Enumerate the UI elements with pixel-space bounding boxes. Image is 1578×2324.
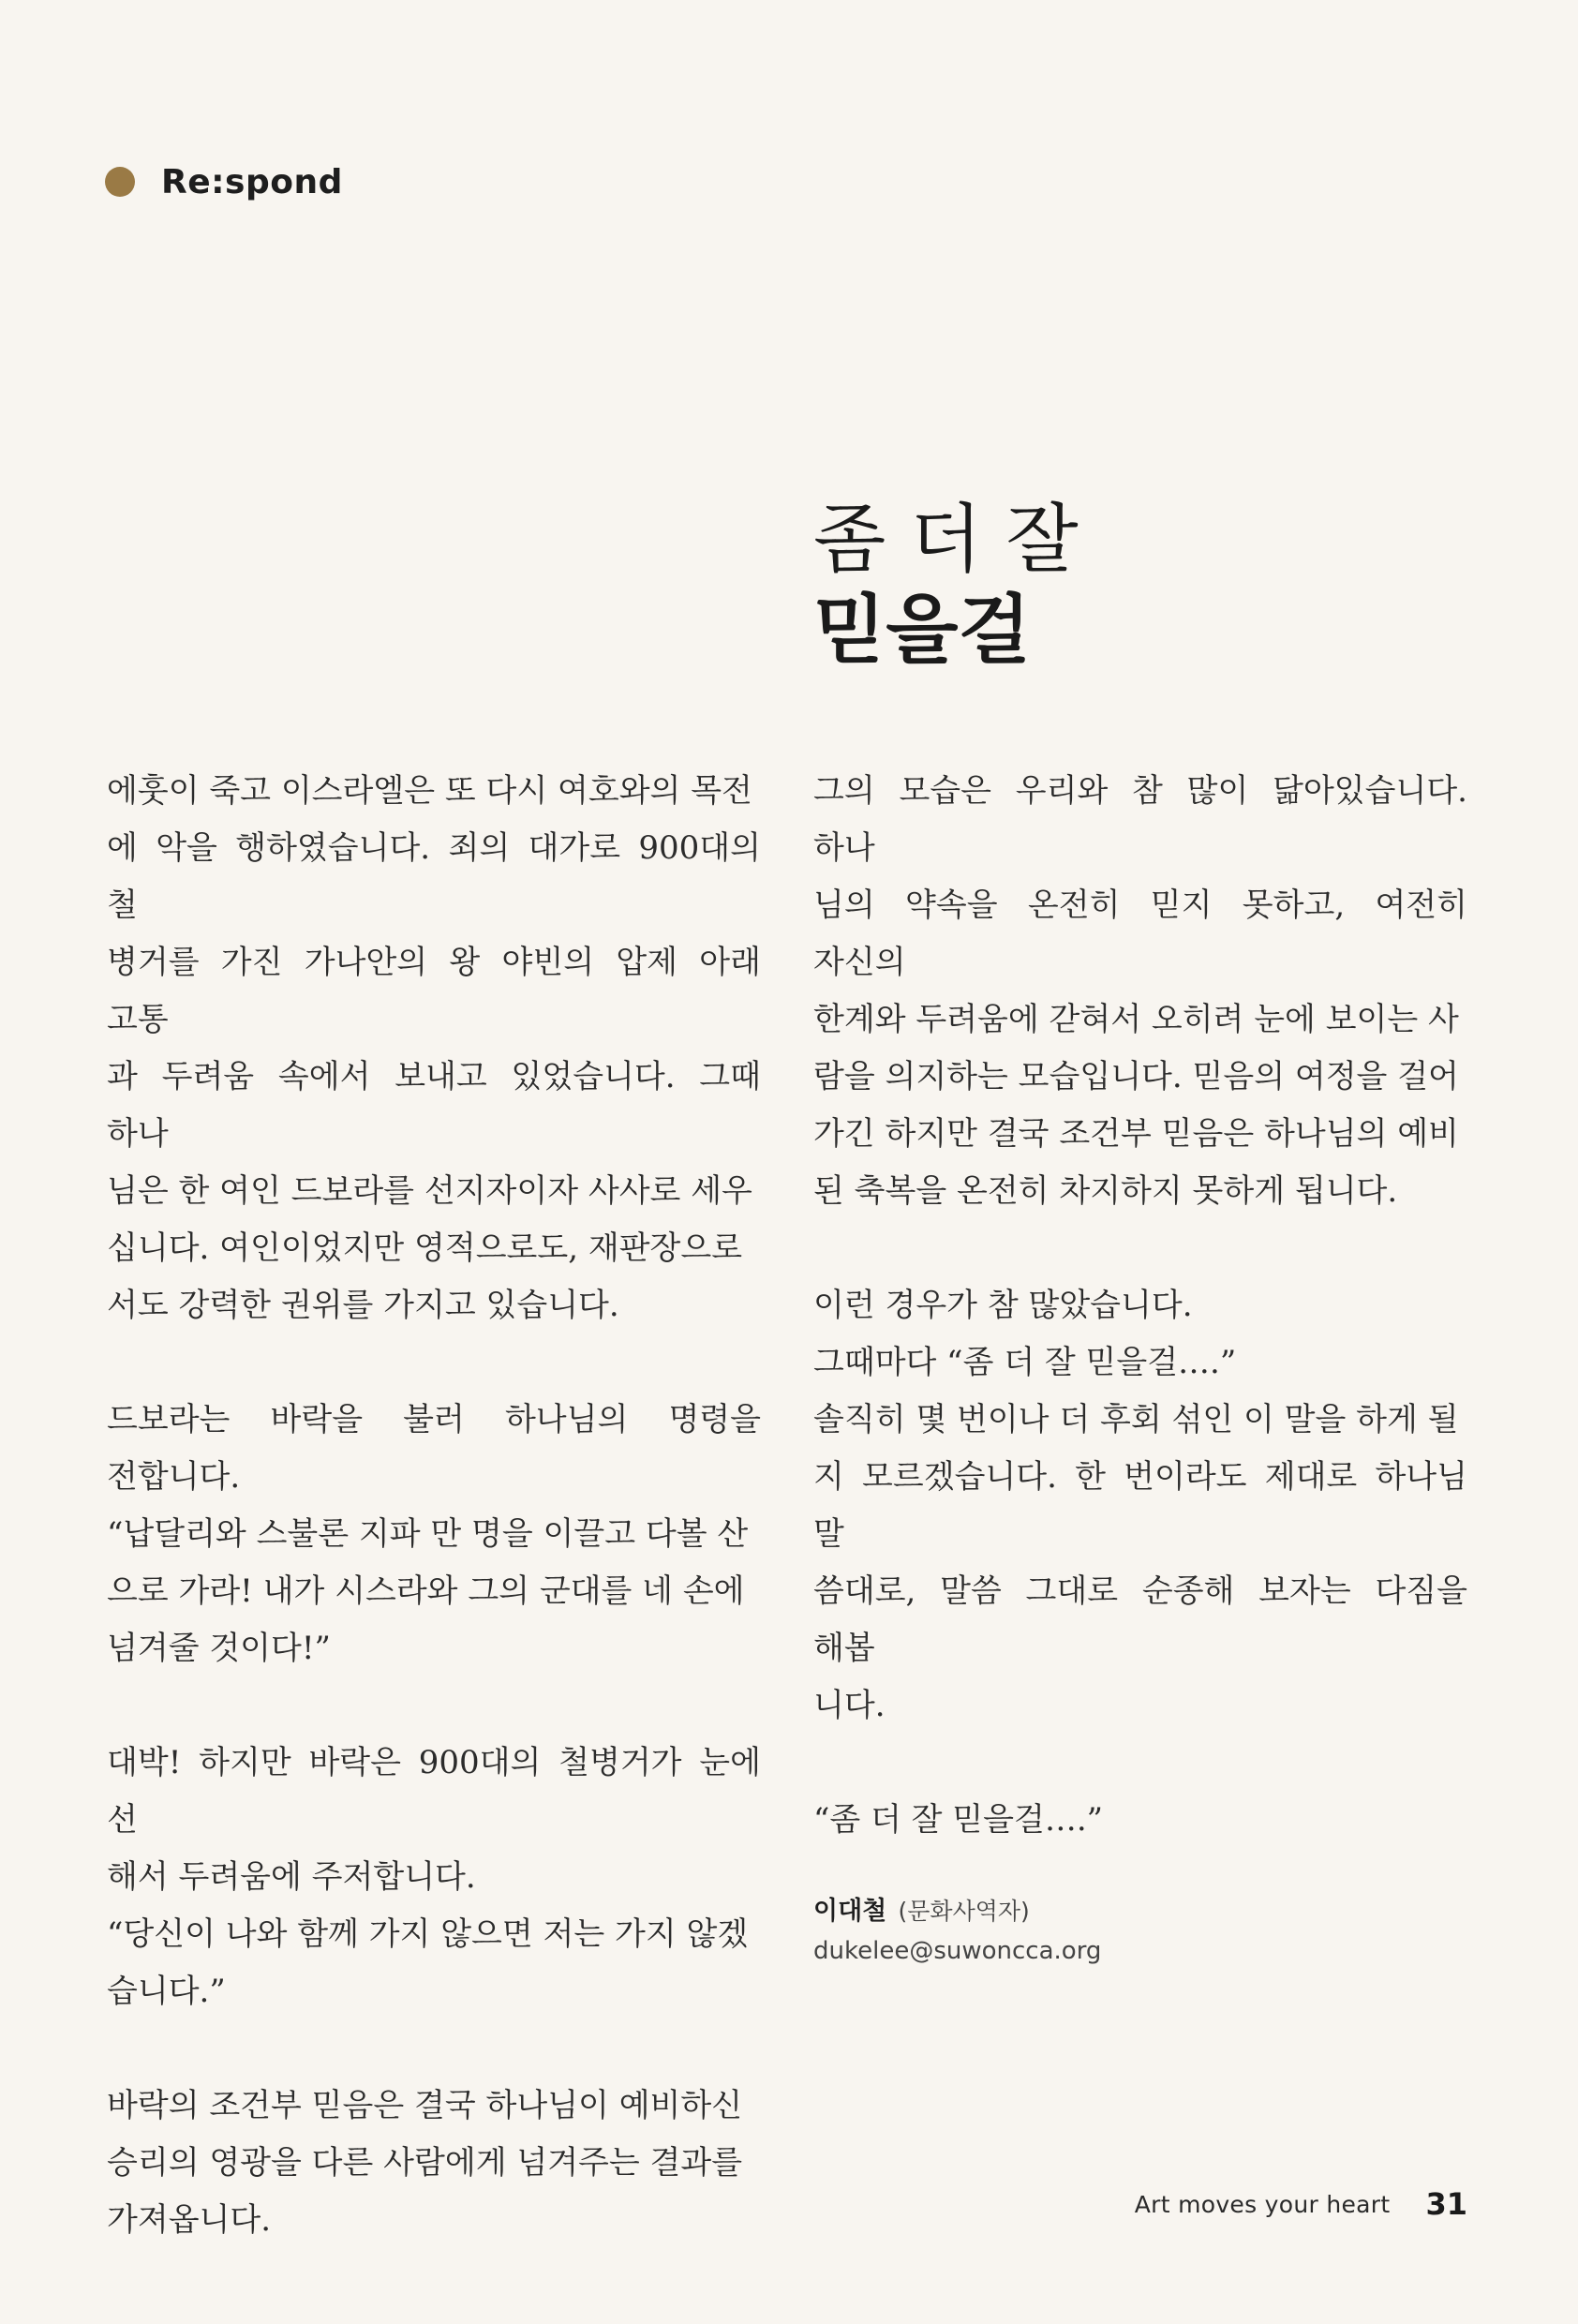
title-line-1: 좀 더 잘 (813, 496, 1079, 583)
page-number: 31 (1425, 2186, 1467, 2222)
paragraph (813, 763, 1467, 1220)
text-line: 대박! 하지만 바락은 900대의 철병거가 눈에 선 (107, 1744, 761, 1839)
text-line: 그때마다 “좀 더 잘 믿을걸….” (813, 1344, 1237, 1381)
text-line: 바락의 조건부 믿음은 결국 하나님이 예비하신 (107, 2087, 743, 2124)
text-line: 니다. (813, 1687, 886, 1724)
text-line: 가긴 하지만 결국 조건부 믿음은 하나님의 예비 (813, 1115, 1459, 1153)
text-line: 람을 의지하는 모습입니다. 믿음의 여정을 걸어 (813, 1058, 1459, 1095)
closing-quote (813, 1792, 1467, 1849)
left-column (107, 763, 761, 2306)
text-line: 병거를 가진 가나안의 왕 야빈의 압제 아래 고통 (107, 944, 761, 1038)
text-line: 습니다.” (107, 1973, 226, 2010)
paragraph (107, 1735, 761, 2020)
text-line: 그의 모습은 우리와 참 많이 닮아있습니다. 하나 (813, 772, 1467, 867)
text-line: 지 모르겠습니다. 한 번이라도 제대로 하나님 말 (813, 1458, 1467, 1553)
text-line: 으로 가라! 내가 시스라와 그의 군대를 네 손에 (107, 1572, 745, 1610)
text-line: 님은 한 여인 드보라를 선지자이자 사사로 세우 (107, 1172, 752, 1210)
section-label: Re:spond (161, 162, 343, 201)
footer-slogan: Art moves your heart (1134, 2190, 1391, 2218)
text-line: “당신이 나와 함께 가지 않으면 저는 가지 않겠 (107, 1915, 749, 1953)
page-footer (1135, 2178, 1467, 2230)
author-email: dukelee@suwoncca.org (813, 1937, 1102, 1965)
article-title (813, 495, 1469, 675)
paragraph (107, 763, 761, 1334)
text-line: 드보라는 바락을 불러 하나님의 명령을 전합니다. (107, 1401, 761, 1496)
text-line: 한계와 두려움에 갇혀서 오히려 눈에 보이는 사 (813, 1001, 1459, 1038)
text-line: 가져옵니다. (107, 2201, 272, 2239)
paragraph (107, 1392, 761, 1677)
text-line: 십니다. 여인이었지만 영적으로도, 재판장으로 (107, 1229, 743, 1267)
section-bullet-icon (105, 167, 135, 197)
text-line: 님의 약속을 온전히 믿지 못하고, 여전히 자신의 (813, 886, 1467, 981)
text-line: 솔직히 몇 번이나 더 후회 섞인 이 말을 하게 될 (813, 1401, 1459, 1438)
text-line: 넘겨줄 것이다!” (107, 1630, 331, 1667)
text-line: 해서 두려움에 주저합니다. (107, 1858, 476, 1896)
text-line: 과 두려움 속에서 보내고 있었습니다. 그때 하나 (107, 1058, 761, 1153)
text-line: 씀대로, 말씀 그대로 순종해 보자는 다짐을 해봅 (813, 1572, 1467, 1667)
section-tag (105, 159, 343, 204)
text-line: 에 악을 행하였습니다. 죄의 대가로 900대의 철 (107, 829, 761, 924)
author-name: 이대철 (813, 1897, 887, 1926)
text-line: “좀 더 잘 믿을걸….” (813, 1801, 1104, 1839)
text-line: 서도 강력한 권위를 가지고 있습니다. (107, 1287, 619, 1324)
author-role: (문화사역자) (898, 1898, 1030, 1925)
title-line-2: 믿을걸 (813, 586, 1031, 674)
paragraph (107, 2078, 761, 2249)
text-line: “납달리와 스불론 지파 만 명을 이끌고 다볼 산 (107, 1515, 749, 1553)
author-credit (813, 1892, 1467, 1971)
text-line: 에훗이 죽고 이스라엘은 또 다시 여호와의 목전 (107, 772, 752, 810)
paragraph (813, 1277, 1467, 1735)
text-line: 승리의 영광을 다른 사람에게 넘겨주는 결과를 (107, 2144, 743, 2182)
right-column (813, 763, 1467, 1971)
text-line: 이런 경우가 참 많았습니다. (813, 1287, 1193, 1324)
text-line: 된 축복을 온전히 차지하지 못하게 됩니다. (813, 1172, 1398, 1210)
